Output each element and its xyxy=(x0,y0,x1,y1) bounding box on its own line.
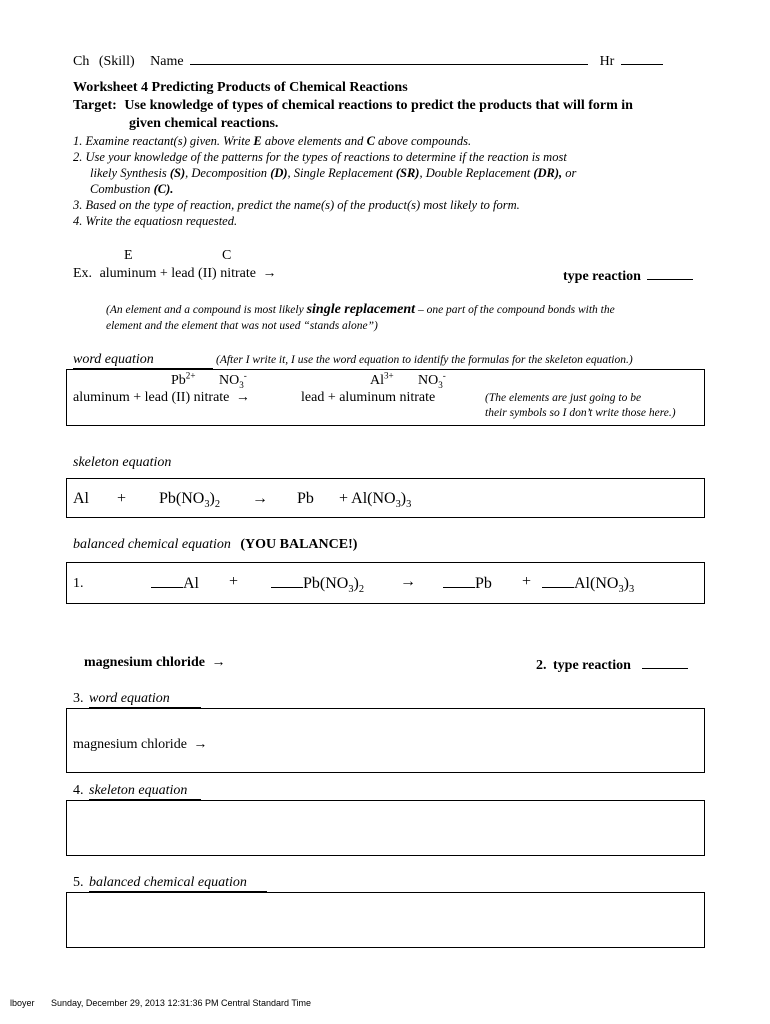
hr-label: Hr xyxy=(599,54,615,69)
balanced-equation-box xyxy=(66,562,705,604)
reactant-text: magnesium chloride xyxy=(84,655,205,670)
instruction-text: , Single Replacement xyxy=(287,166,396,180)
formula-part: Pb xyxy=(475,575,492,592)
problem-2-type-reaction xyxy=(536,655,688,674)
formula-part: ) xyxy=(209,490,215,507)
section-number: 3. xyxy=(73,691,84,706)
skeleton-plus: + xyxy=(117,490,127,507)
instruction-text: Examine reactant(s) given. Write xyxy=(85,134,254,148)
instruction-e-mark: E xyxy=(253,134,262,148)
section-3-heading xyxy=(73,691,201,708)
arrow-icon: → xyxy=(262,266,277,281)
worksheet-title: Worksheet 4 Predicting Products of Chemical Reactions xyxy=(73,80,408,95)
formula-part: Al(NO xyxy=(574,575,619,592)
name-blank[interactable] xyxy=(190,50,588,65)
example-reactants: aluminum + lead (II) nitrate xyxy=(99,266,256,281)
hr-blank[interactable] xyxy=(621,50,663,65)
coefficient-blank[interactable] xyxy=(443,573,475,588)
section-label: skeleton equation xyxy=(89,783,201,800)
formula-part: Al xyxy=(183,575,199,592)
skeleton-equation-answer-box[interactable] xyxy=(66,800,705,856)
section-number: 5. xyxy=(73,875,84,890)
section-number: 4. xyxy=(73,783,84,798)
instruction-c-mark: C xyxy=(366,134,375,148)
nitrate-subscript: 3 xyxy=(239,379,244,390)
combustion-abbrev: (C). xyxy=(153,182,174,196)
formula-part: ) xyxy=(353,575,359,592)
single-replacement-abbrev: (SR) xyxy=(395,166,420,180)
section-label: balanced chemical equation xyxy=(89,875,267,892)
skeleton-equation-label: skeleton equation xyxy=(73,455,172,470)
word-equation-reactants xyxy=(73,390,250,406)
pb-ion xyxy=(171,370,196,389)
balanced-lead-nitrate-term xyxy=(271,573,365,596)
instruction-number: 4. xyxy=(73,214,83,228)
instruction-text: Combustion xyxy=(90,182,154,196)
section-4-heading xyxy=(73,783,201,800)
header-line xyxy=(73,50,663,70)
instruction-text: or xyxy=(562,166,577,180)
example-label: Ex. xyxy=(73,266,93,281)
formula-subscript: 3 xyxy=(348,584,354,596)
nitrate-charge: - xyxy=(243,370,247,381)
type-reaction-blank[interactable] xyxy=(642,655,688,669)
name-label: Name xyxy=(150,54,184,69)
reactant-text: magnesium chloride xyxy=(73,737,187,752)
ch-label: Ch xyxy=(73,54,90,69)
instruction-text: Write the equatiosn requested. xyxy=(85,214,238,228)
instruction-2-line2 xyxy=(90,166,576,181)
arrow-icon: → xyxy=(193,737,208,752)
target-label: Target: xyxy=(73,98,117,113)
double-replacement-abbrev: (DR), xyxy=(533,166,563,180)
skeleton-equation-box xyxy=(66,478,705,518)
section-5-heading xyxy=(73,875,267,892)
formula-part: Pb(NO xyxy=(303,575,349,592)
target-line2: given chemical reactions. xyxy=(129,116,279,131)
balanced-equation-heading xyxy=(73,537,357,553)
word-equation-products: lead + aluminum nitrate xyxy=(301,390,436,405)
formula-part: ) xyxy=(400,490,407,507)
word-equation-answer-box[interactable] xyxy=(66,708,705,773)
formula-part: ) xyxy=(623,575,629,592)
instruction-number: 1. xyxy=(73,134,83,148)
example-note-line2: element and the element that was not used “stands alone”) xyxy=(106,320,378,332)
instruction-number: 2. xyxy=(73,150,83,164)
formula-part: + Al(NO xyxy=(339,490,396,507)
example-element-mark: E xyxy=(124,248,133,263)
synthesis-abbrev: (S) xyxy=(169,166,186,180)
note-text: – one part of the compound bonds with the xyxy=(415,304,615,316)
balanced-plus: + xyxy=(522,573,532,590)
example-reaction xyxy=(73,266,276,282)
skeleton-pb: Pb xyxy=(297,490,314,507)
coefficient-blank[interactable] xyxy=(151,573,183,588)
balanced-equation-answer-box[interactable] xyxy=(66,892,705,948)
section-label: word equation xyxy=(89,691,201,708)
formula-subscript: 2 xyxy=(358,584,365,596)
nitrate-ion-right xyxy=(418,370,446,390)
al-ion xyxy=(370,370,394,389)
example-note-line1 xyxy=(106,302,615,318)
example-type-reaction xyxy=(563,266,693,285)
instruction-text: above elements and xyxy=(261,134,367,148)
type-reaction-blank[interactable] xyxy=(647,266,693,280)
formula-subscript: 3 xyxy=(406,499,412,511)
formula-subscript: 2 xyxy=(214,499,221,511)
balanced-plus: + xyxy=(229,573,239,590)
instruction-2-line3 xyxy=(90,182,173,197)
decomposition-abbrev: (D) xyxy=(270,166,288,180)
skeleton-lead-nitrate xyxy=(159,490,221,511)
arrow-icon: → xyxy=(235,390,250,405)
type-reaction-label: type reaction xyxy=(553,658,631,673)
reactants-text: aluminum + lead (II) nitrate xyxy=(73,390,230,405)
type-reaction-label: type reaction xyxy=(563,269,641,284)
word-equation-label xyxy=(73,352,213,369)
instruction-4 xyxy=(73,214,237,229)
word-equation-box xyxy=(66,369,705,426)
target-text-1: Use knowledge of types of chemical reactions to predict the products that will form in xyxy=(124,98,633,113)
nitrate-charge: - xyxy=(442,370,446,381)
arrow-icon: → xyxy=(400,573,416,590)
instruction-1 xyxy=(73,134,471,149)
formula-subscript: 3 xyxy=(628,584,635,596)
skill-label: (Skill) xyxy=(98,54,135,69)
formula-subscript: 3 xyxy=(204,499,210,511)
instruction-number: 3. xyxy=(73,198,83,212)
skeleton-aluminum-nitrate xyxy=(339,490,412,511)
formula-subscript: 3 xyxy=(618,584,624,596)
instruction-text: likely Synthesis xyxy=(90,166,170,180)
word-equation-title: word equation xyxy=(73,352,213,369)
target-line1 xyxy=(73,98,633,114)
instruction-text: Use your knowledge of the patterns for the types of reactions to determine if the reaction is most xyxy=(85,150,567,164)
formula-part: Pb(NO xyxy=(159,490,205,507)
you-balance-label: (YOU BALANCE!) xyxy=(240,537,358,552)
al-charge: 3+ xyxy=(384,370,394,381)
pb-charge: 2+ xyxy=(185,370,196,381)
instruction-text: , Double Replacement xyxy=(419,166,534,180)
note-text: (An element and a compound is most likely xyxy=(106,304,307,316)
instruction-text: above compounds. xyxy=(374,134,472,148)
word-equation-note: (After I write it, I use the word equation to identify the formulas for the skeleton equation.) xyxy=(216,354,633,366)
nitrate-symbol: NO xyxy=(418,373,439,388)
word-equation-side-note-1: (The elements are just going to be xyxy=(485,392,642,404)
footer-user: lboyer xyxy=(10,998,35,1008)
balanced-aluminum-nitrate-term xyxy=(542,573,635,596)
word-equation-side-note-2: their symbols so I don’t write those here.) xyxy=(485,407,676,419)
balanced-pb-term xyxy=(443,573,492,593)
problem-number: 2. xyxy=(536,658,547,673)
balanced-number: 1. xyxy=(73,576,84,591)
instruction-text: , Decomposition xyxy=(185,166,271,180)
instruction-text: Based on the type of reaction, predict the name(s) of the product(s) most likely to form. xyxy=(85,198,520,212)
balanced-equation-label: balanced chemical equation xyxy=(73,537,231,552)
note-emphasis: single replacement xyxy=(306,302,416,317)
arrow-icon: → xyxy=(211,655,226,670)
skeleton-al: Al xyxy=(73,490,89,507)
nitrate-symbol: NO xyxy=(219,373,240,388)
coefficient-blank[interactable] xyxy=(542,573,574,588)
nitrate-ion-left xyxy=(219,370,247,390)
formula-subscript: 3 xyxy=(395,499,401,511)
nitrate-subscript: 3 xyxy=(438,379,443,390)
problem-2-reactant xyxy=(84,655,225,671)
footer xyxy=(10,998,311,1008)
instruction-3 xyxy=(73,198,520,213)
footer-timestamp: Sunday, December 29, 2013 12:31:36 PM Central Standard Time xyxy=(51,998,312,1008)
balanced-al-term xyxy=(151,573,199,593)
arrow-icon: → xyxy=(252,490,268,507)
pb-symbol: Pb xyxy=(171,373,186,388)
example-compound-mark: C xyxy=(222,248,232,263)
instruction-2 xyxy=(73,150,567,165)
al-symbol: Al xyxy=(370,373,384,388)
coefficient-blank[interactable] xyxy=(271,573,303,588)
section-3-content xyxy=(73,737,207,753)
